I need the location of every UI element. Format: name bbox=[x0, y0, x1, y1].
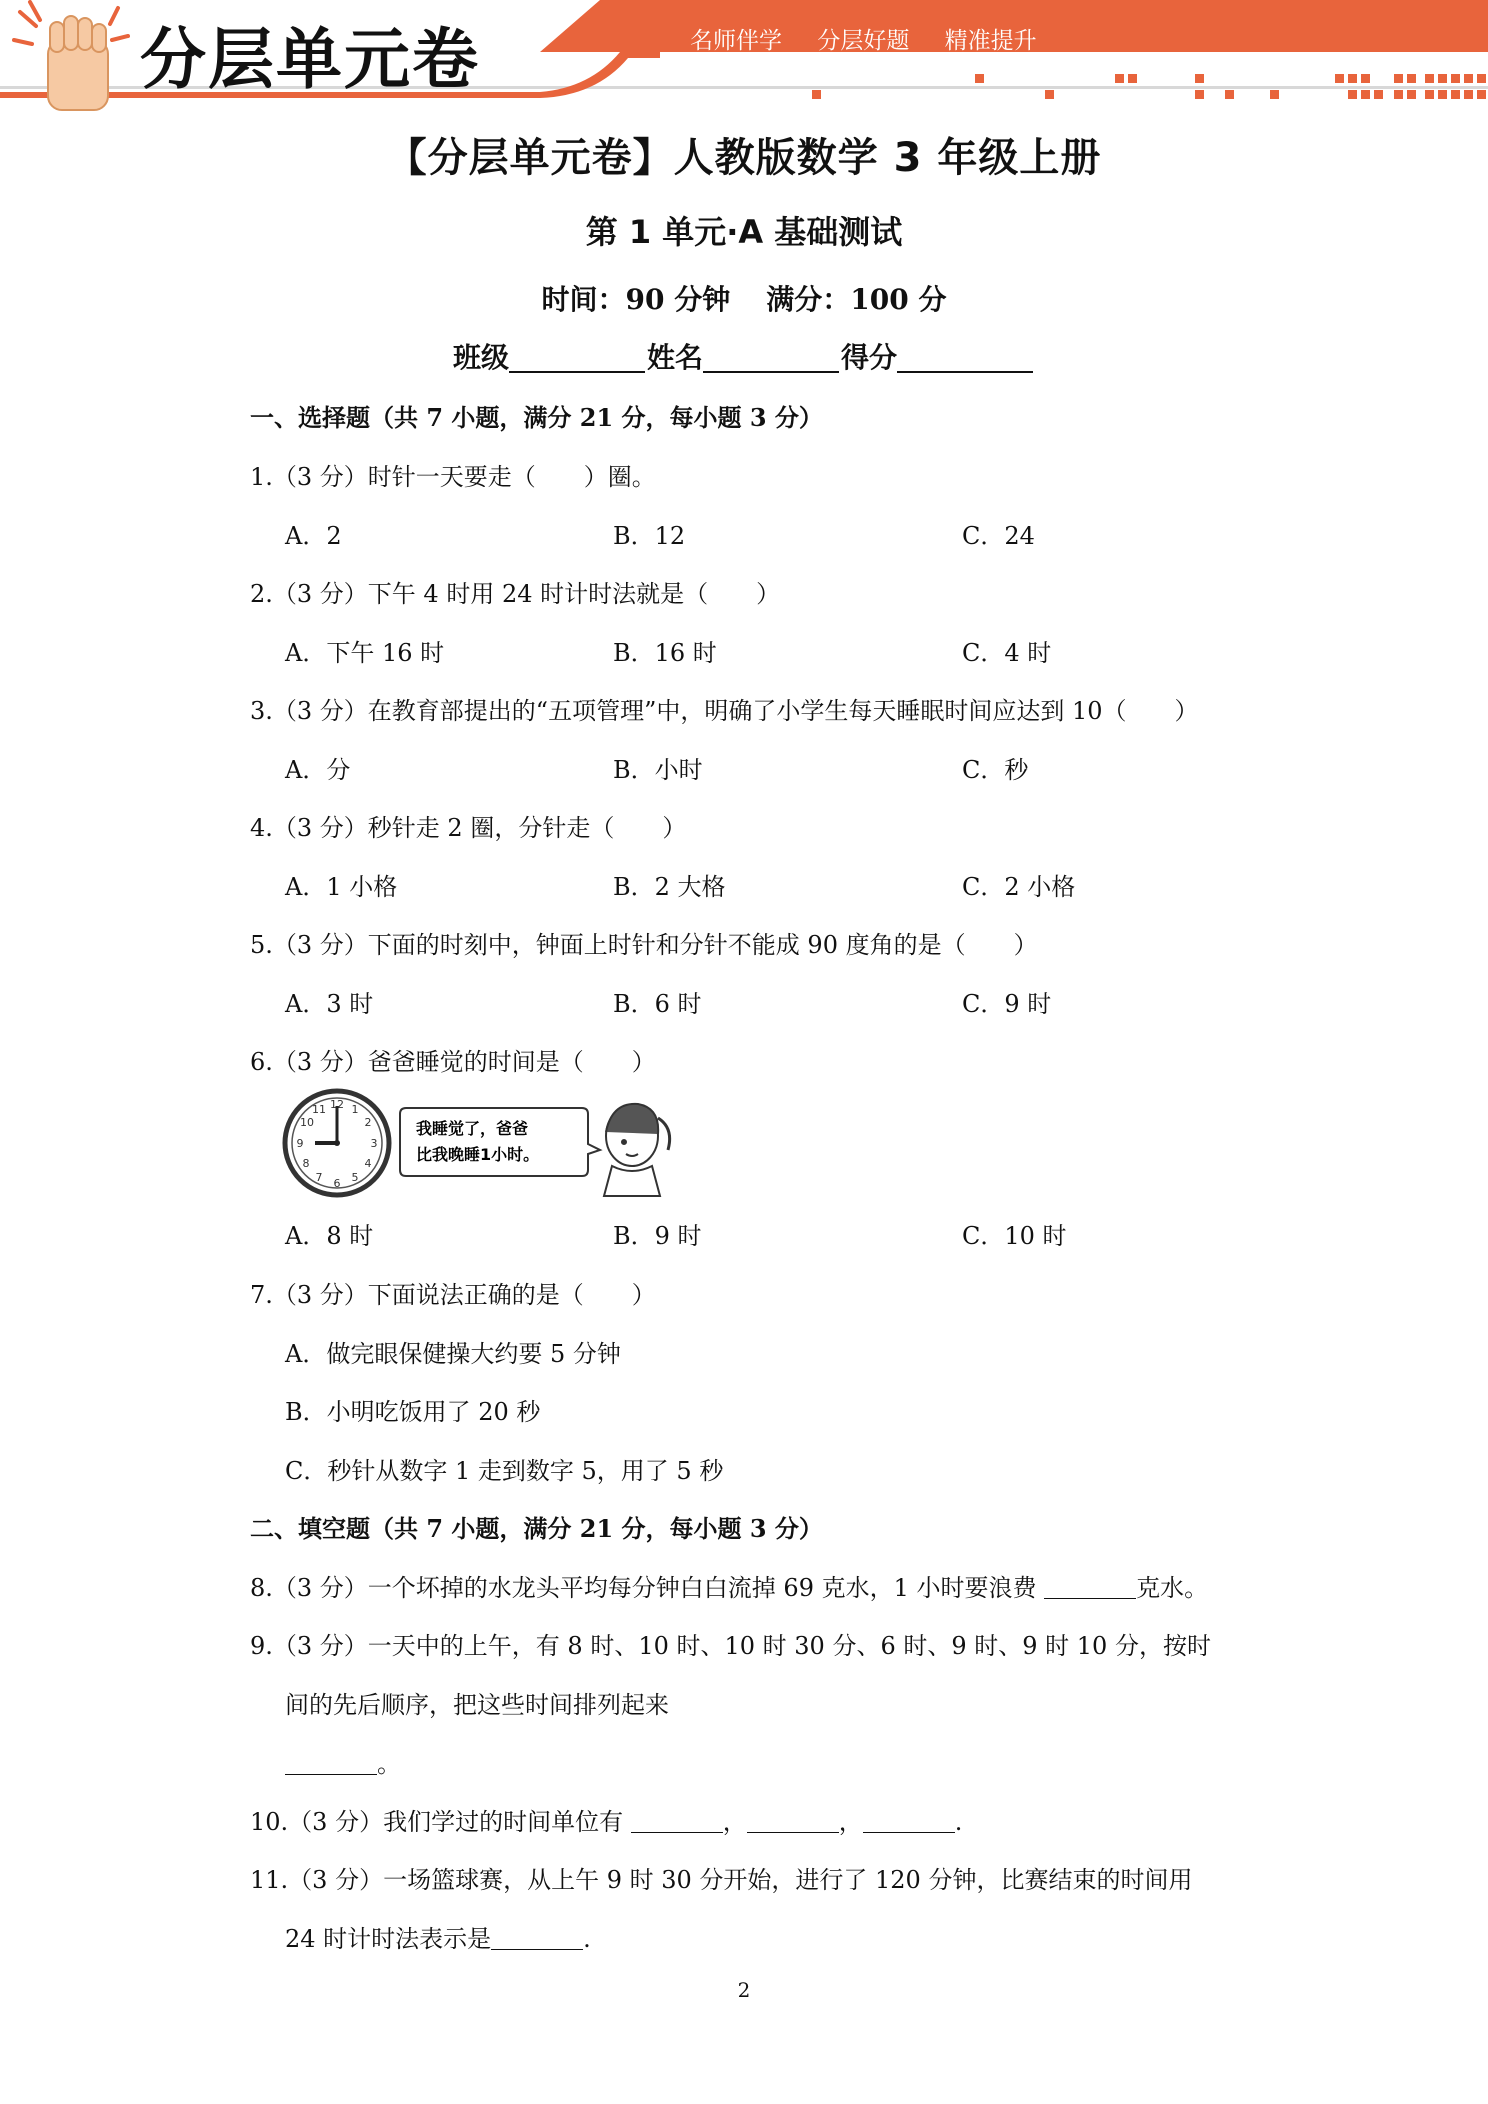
question-8-text: 8.（3 分）一个坏掉的水龙头平均每分钟白白流掉 69 克水，1 小时要浪费 bbox=[250, 1574, 1045, 1602]
header-banner bbox=[0, 0, 1488, 125]
question-6: 6.（3 分）爸爸睡觉的时间是（ ） bbox=[250, 1048, 656, 1076]
answer-blank[interactable] bbox=[1044, 1577, 1136, 1599]
separator: ， bbox=[722, 1808, 747, 1836]
score-blank[interactable] bbox=[897, 345, 1033, 373]
svg-text:8: 8 bbox=[302, 1157, 310, 1170]
unit-title: 第 1 单元·A 基础测试 bbox=[585, 213, 903, 251]
question-9-line-2: 间的先后顺序，把这些时间排列起来 bbox=[285, 1691, 669, 1719]
slogan bbox=[690, 22, 1065, 55]
option-b: B．6 时 bbox=[613, 990, 702, 1018]
answer-blank[interactable] bbox=[631, 1811, 723, 1833]
option-c: C．9 时 bbox=[962, 990, 1052, 1018]
question-9: 9.（3 分）一天中的上午，有 8 时、10 时、10 时 30 分、6 时、9 时、9 时 10 分，按时 bbox=[250, 1632, 1211, 1660]
duration: 时间：90 分钟 bbox=[541, 283, 731, 316]
question-5: 5.（3 分）下面的时刻中，钟面上时针和分针不能成 90 度角的是（ ） bbox=[250, 931, 1038, 959]
clock-illustration bbox=[282, 1088, 672, 1198]
option-c: C．4 时 bbox=[962, 639, 1052, 667]
option-b: B．16 时 bbox=[613, 639, 717, 667]
bubble-line-1: 我睡觉了，爸爸 bbox=[416, 1119, 529, 1138]
time-info bbox=[0, 278, 1488, 318]
question-7: 7.（3 分）下面说法正确的是（ ） bbox=[250, 1281, 656, 1309]
slogan-item: 分层好题 bbox=[817, 28, 910, 54]
option-b: B．2 大格 bbox=[613, 873, 726, 901]
svg-text:3: 3 bbox=[370, 1137, 378, 1150]
student-info bbox=[0, 336, 1488, 376]
option-b: B．小明吃饭用了 20 秒 bbox=[285, 1398, 541, 1426]
answer-blank[interactable] bbox=[747, 1811, 839, 1833]
score-label: 得分 bbox=[841, 341, 898, 374]
name-label: 姓名 bbox=[646, 341, 703, 374]
class-label: 班级 bbox=[452, 341, 509, 374]
question-10-end: . bbox=[954, 1808, 963, 1836]
option-c: C．秒针从数字 1 走到数字 5，用了 5 秒 bbox=[285, 1457, 724, 1485]
full-score: 满分：100 分 bbox=[766, 283, 947, 316]
question-9-end: 。 bbox=[377, 1750, 401, 1778]
option-b: B．小时 bbox=[613, 756, 703, 784]
option-c: C．2 小格 bbox=[962, 873, 1076, 901]
name-blank[interactable] bbox=[703, 345, 839, 373]
svg-text:10: 10 bbox=[300, 1116, 314, 1129]
svg-text:9: 9 bbox=[296, 1137, 304, 1150]
option-a: A．1 小格 bbox=[285, 873, 398, 901]
option-a: A．3 时 bbox=[285, 990, 374, 1018]
question-8-end: 克水。 bbox=[1136, 1574, 1209, 1602]
section-heading: 一、选择题（共 7 小题，满分 21 分，每小题 3 分） bbox=[250, 403, 823, 432]
question-10 bbox=[250, 1802, 962, 1837]
svg-text:12: 12 bbox=[330, 1098, 344, 1111]
page-title: 【分层单元卷】人教版数学 3 年级上册 bbox=[386, 135, 1102, 181]
page-number: 2 bbox=[737, 1978, 751, 2002]
option-c: C．24 bbox=[962, 522, 1035, 550]
option-a: A．做完眼保健操大约要 5 分钟 bbox=[285, 1340, 621, 1368]
question-3: 3.（3 分）在教育部提出的“五项管理”中，明确了小学生每天睡眠时间应达到 10（ ） bbox=[250, 697, 1199, 725]
class-blank[interactable] bbox=[509, 345, 645, 373]
section-heading: 二、填空题（共 7 小题，满分 21 分，每小题 3 分） bbox=[250, 1514, 823, 1543]
slogan-item: 名师伴学 bbox=[690, 28, 782, 54]
option-a: A．下午 16 时 bbox=[285, 639, 445, 667]
option-b: B．12 bbox=[613, 522, 686, 550]
svg-text:1: 1 bbox=[351, 1103, 359, 1116]
question-11-line-2 bbox=[285, 1919, 591, 1954]
option-a: A．2 bbox=[285, 522, 342, 550]
question-2: 2.（3 分）下午 4 时用 24 时计时法就是（ ） bbox=[250, 580, 781, 608]
option-c: C．秒 bbox=[962, 756, 1029, 784]
question-11-end: . bbox=[583, 1925, 591, 1953]
question-8 bbox=[250, 1568, 1208, 1603]
separator: ， bbox=[838, 1808, 863, 1836]
question-9-answer bbox=[285, 1744, 401, 1779]
svg-text:2: 2 bbox=[364, 1116, 372, 1129]
svg-text:6: 6 bbox=[333, 1177, 341, 1190]
question-10-text: 10.（3 分）我们学过的时间单位有 bbox=[250, 1808, 631, 1836]
answer-blank[interactable] bbox=[285, 1753, 377, 1775]
svg-text:5: 5 bbox=[351, 1171, 359, 1184]
clock-icon bbox=[285, 1091, 389, 1195]
bubble-line-2: 比我晚睡1小时。 bbox=[416, 1145, 540, 1164]
option-a: A．8 时 bbox=[285, 1222, 374, 1250]
brand-title: 分层单元卷 bbox=[140, 21, 480, 98]
svg-text:7: 7 bbox=[315, 1171, 323, 1184]
speech-bubble bbox=[400, 1108, 600, 1176]
girl-icon bbox=[604, 1104, 670, 1196]
svg-text:11: 11 bbox=[312, 1103, 326, 1116]
slogan-item: 精准提升 bbox=[944, 28, 1037, 54]
question-1: 1.（3 分）时针一天要走（ ）圈。 bbox=[250, 463, 656, 491]
option-c: C．10 时 bbox=[962, 1222, 1067, 1250]
answer-blank[interactable] bbox=[491, 1928, 583, 1950]
option-a: A．分 bbox=[285, 756, 351, 784]
svg-text:4: 4 bbox=[364, 1157, 372, 1170]
question-4: 4.（3 分）秒针走 2 圈，分针走（ ） bbox=[250, 814, 687, 842]
answer-blank[interactable] bbox=[863, 1811, 955, 1833]
question-11-text: 24 时计时法表示是 bbox=[285, 1925, 492, 1953]
option-b: B．9 时 bbox=[613, 1222, 702, 1250]
question-11: 11.（3 分）一场篮球赛，从上午 9 时 30 分开始，进行了 120 分钟，比赛结束的时间用 bbox=[250, 1866, 1193, 1894]
